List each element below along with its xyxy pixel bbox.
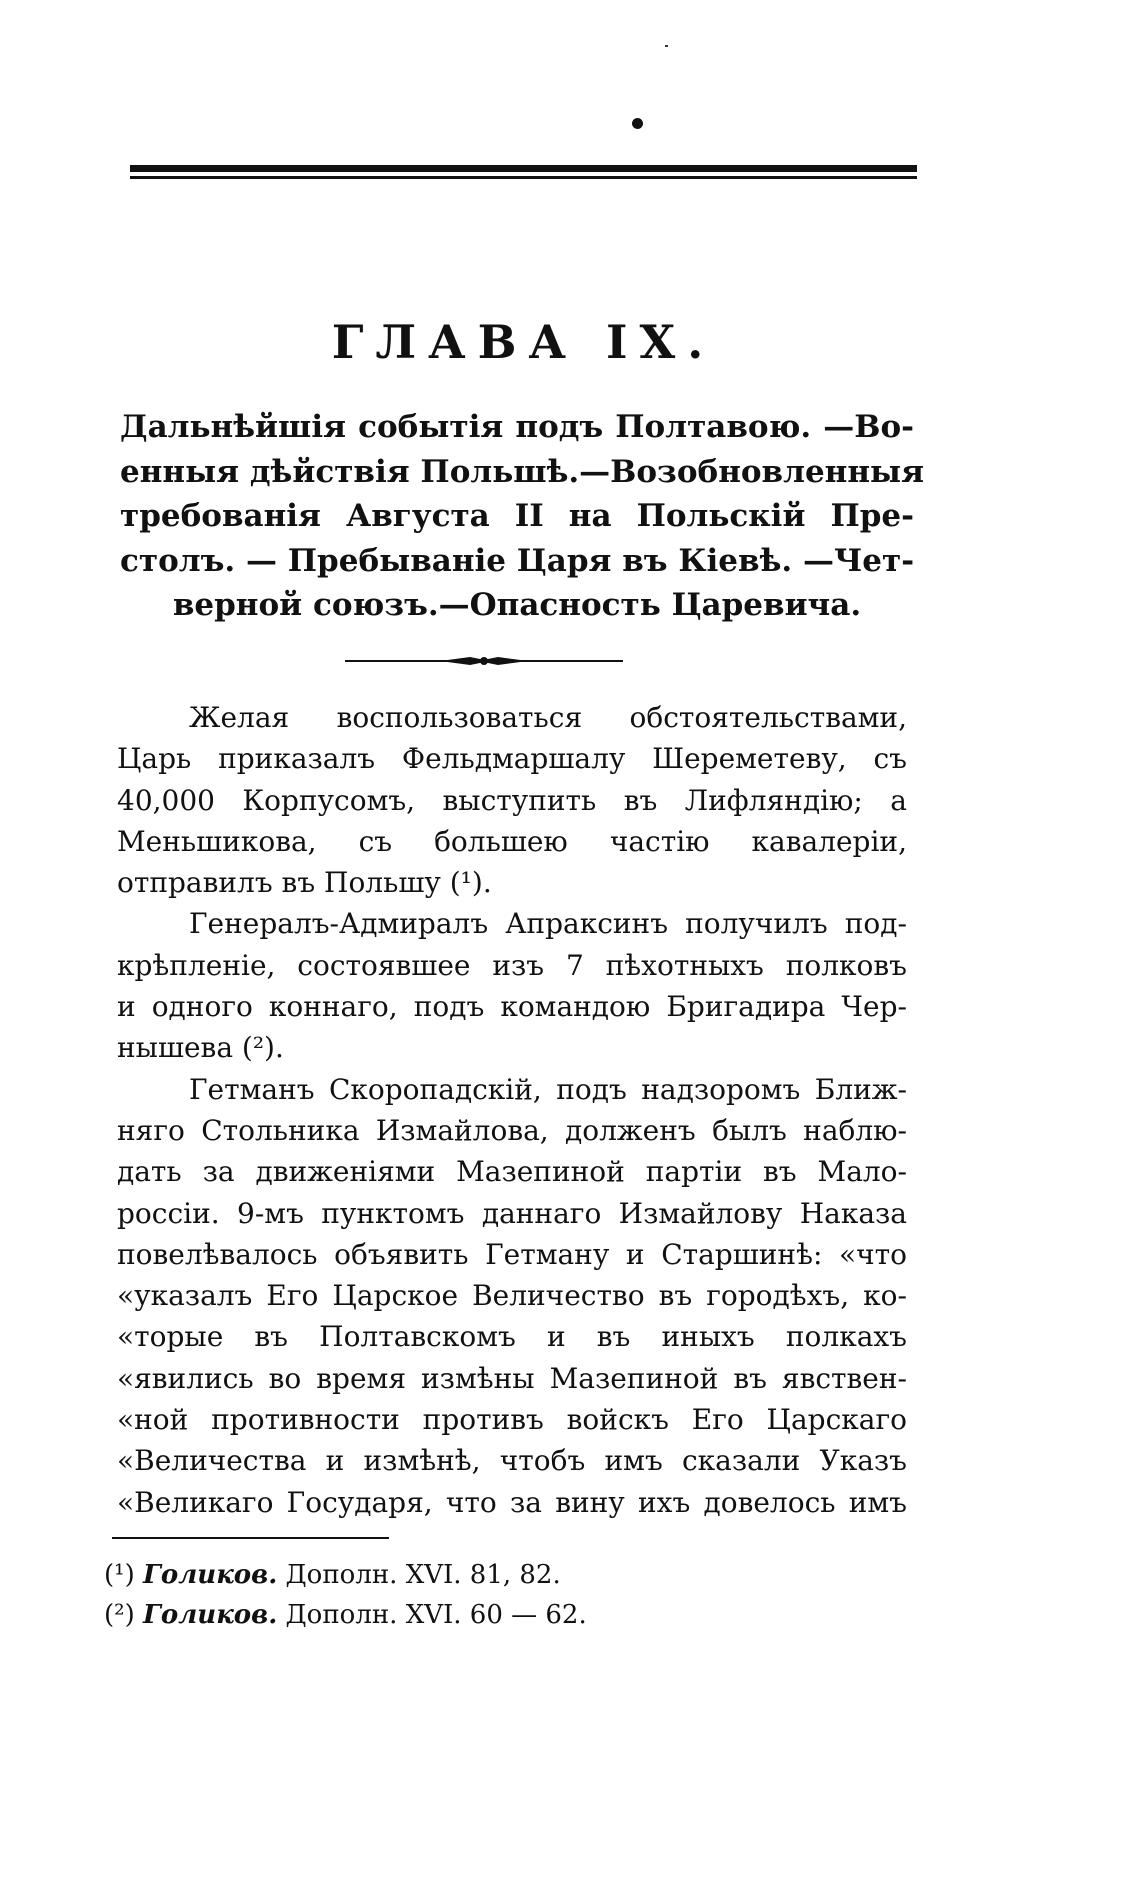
paragraph-line: Царь приказалъ Фельдмаршалу Шереметеву, съ (117, 742, 907, 776)
header-double-rule (130, 165, 917, 179)
paragraph-line: Гетманъ Скоропадскій, подъ надзоромъ Ближ- (189, 1072, 907, 1106)
body-text (117, 697, 907, 1523)
paragraph-line: отправилъ въ Польшу (¹). (117, 866, 492, 900)
summary-line: требованія Августа II на Польскій Пре- (120, 498, 914, 534)
paragraph-line: повелѣвалось объявить Гетману и Старшинѣ: «что (117, 1237, 907, 1271)
paragraph-line: «ной противности противъ войскъ Его Царскаго (117, 1403, 907, 1437)
paragraph-line: «торые въ Полтавскомъ и въ иныхъ полкахъ (117, 1320, 907, 1354)
footnote-marker: (²) (104, 1600, 135, 1630)
paragraph-line: «явились во время измѣны Мазепиной въ явствен- (117, 1361, 907, 1395)
paragraph-line: «указалъ Его Царское Величество въ городѣхъ, ко- (117, 1279, 907, 1313)
paragraph-line: няго Стольника Измайлова, долженъ былъ наблю- (117, 1113, 907, 1147)
footnote (104, 1595, 804, 1635)
paragraph-line: нышева (²). (117, 1031, 284, 1065)
paragraph-line: Генералъ-Адмиралъ Апраксинъ получилъ под- (189, 907, 907, 941)
paragraph-line: 40,000 Корпусомъ, выступить въ Лифляндію; а (117, 783, 907, 817)
top-dot-mark (632, 118, 643, 129)
footnote-rule (112, 1537, 389, 1539)
footnote-text: Дополн. XVI. 60 — 62. (285, 1600, 587, 1630)
footnote-author: Голиков. (142, 1600, 278, 1630)
scan-speck (665, 45, 668, 47)
footnote (104, 1555, 804, 1595)
summary-line: енныя дѣйствія Польшѣ.—Возобновленныя (120, 453, 925, 490)
summary-line: Дальнѣйшія событія подъ Полтавою. —Во- (120, 409, 914, 445)
footnote-author: Голиков. (142, 1560, 278, 1590)
paragraph-line: крѣпленіе, состоявшее изъ 7 пѣхотныхъ полковъ (117, 948, 907, 982)
ornament-divider (345, 652, 623, 670)
summary-line: верной союзъ.—Опасность Царевича. (172, 587, 862, 623)
paragraph-line: россіи. 9-мъ пунктомъ даннаго Измайлову Наказа (117, 1196, 907, 1230)
summary-line: столъ. — Пребываніе Царя въ Кіевѣ. —Чет- (120, 542, 915, 579)
footnote-text: Дополн. XVI. 81, 82. (285, 1560, 561, 1590)
footnote-marker: (¹) (104, 1560, 135, 1590)
paragraph-line: дать за движеніями Мазепиной партіи въ Мало- (117, 1155, 907, 1189)
paragraph-line: «Великаго Государя, что за вину ихъ довелось имъ (117, 1485, 907, 1519)
footnotes (104, 1555, 804, 1635)
paragraph-line: Желая воспользоваться обстоятельствами, (189, 701, 907, 734)
paragraph-line: «Величества и измѣнѣ, чтобъ имъ сказали Указъ (117, 1444, 907, 1478)
paragraph-line: Меньшикова, съ большею частію кавалеріи, (117, 824, 907, 858)
chapter-summary (120, 405, 925, 628)
chapter-title: ГЛАВА IX. (331, 315, 716, 369)
paragraph-line: и одного коннаго, подъ командою Бригадира Чер- (117, 990, 907, 1024)
